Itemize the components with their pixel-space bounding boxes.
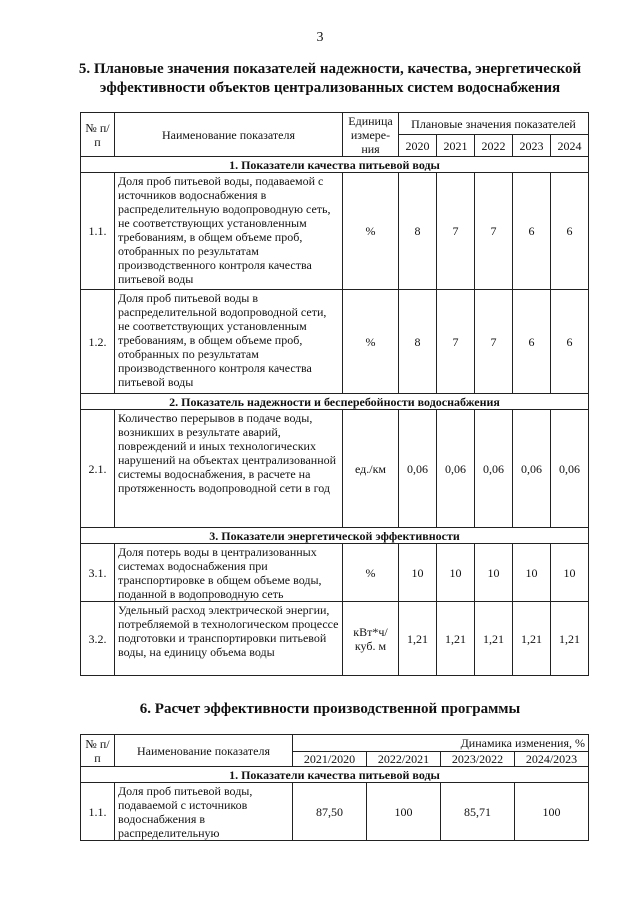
row-unit: кВт*ч/ куб. м xyxy=(343,602,399,676)
row-name: Удельный расход электрической энергии, потребляемой в технологическом процессе подготовки и транспортировки питьевой воды, на единицу объема воды xyxy=(115,602,343,676)
row-value: 1,21 xyxy=(551,602,589,676)
row-value: 8 xyxy=(399,173,437,290)
header-year: 2023 xyxy=(513,135,551,157)
row-num: 1.1. xyxy=(81,783,115,841)
header-year: 2022 xyxy=(475,135,513,157)
group-title: 1. Показатели качества питьевой воды xyxy=(81,767,589,783)
efficiency-table xyxy=(80,734,589,841)
row-value: 100 xyxy=(367,783,441,841)
header-period: 2022/2021 xyxy=(367,752,441,767)
row-value: 87,50 xyxy=(293,783,367,841)
table-row xyxy=(81,602,589,676)
table-row xyxy=(81,410,589,528)
header-year: 2020 xyxy=(399,135,437,157)
header-unit: Единица измере-ния xyxy=(343,113,399,157)
header-name: Наименование показателя xyxy=(115,113,343,157)
section6-title: 6. Расчет эффективности производственной программы xyxy=(139,701,521,717)
row-value: 1,21 xyxy=(437,602,475,676)
row-num: 1.1. xyxy=(81,173,115,290)
row-num: 3.2. xyxy=(81,602,115,676)
header-period: 2024/2023 xyxy=(515,752,589,767)
row-value: 0,06 xyxy=(437,410,475,528)
header-year: 2021 xyxy=(437,135,475,157)
row-unit: % xyxy=(343,290,399,394)
row-value: 6 xyxy=(513,173,551,290)
group-title: 1. Показатели качества питьевой воды xyxy=(81,157,589,173)
row-num: 1.2. xyxy=(81,290,115,394)
header-num: № п/п xyxy=(81,735,115,767)
page-number: 3 xyxy=(316,30,324,45)
row-value: 100 xyxy=(515,783,589,841)
row-name: Доля проб питьевой воды в распределительной водопроводной сети, не соответствующих установленным требованиям, в общем объеме проб, отобранных по результатам производственного контроля качества питьевой воды xyxy=(115,290,343,394)
table-row xyxy=(81,173,589,290)
row-value: 1,21 xyxy=(513,602,551,676)
header-num: № п/п xyxy=(81,113,115,157)
row-value: 10 xyxy=(475,544,513,602)
plan-values-table xyxy=(80,112,589,676)
row-value: 0,06 xyxy=(399,410,437,528)
row-num: 2.1. xyxy=(81,410,115,528)
row-value: 1,21 xyxy=(475,602,513,676)
row-num: 3.1. xyxy=(81,544,115,602)
group-title: 3. Показатели энергетической эффективности xyxy=(81,528,589,544)
row-value: 6 xyxy=(551,173,589,290)
row-value: 7 xyxy=(475,173,513,290)
row-value: 10 xyxy=(513,544,551,602)
header-dynamics: Динамика изменения, % xyxy=(293,735,589,752)
table-row xyxy=(81,783,589,841)
row-value: 0,06 xyxy=(551,410,589,528)
header-year: 2024 xyxy=(551,135,589,157)
row-value: 10 xyxy=(551,544,589,602)
row-value: 1,21 xyxy=(399,602,437,676)
header-period: 2021/2020 xyxy=(293,752,367,767)
row-value: 0,06 xyxy=(513,410,551,528)
row-value: 10 xyxy=(399,544,437,602)
row-value: 0,06 xyxy=(475,410,513,528)
row-name: Доля проб питьевой воды, подаваемой с источников водоснабжения в распределительную xyxy=(115,783,293,841)
row-name: Количество перерывов в подаче воды, возникших в результате аварий, повреждений и иных технологических нарушений на объектах централизованной системы водоснабжения, в расчете на протяженность водопроводной сети в год xyxy=(115,410,343,528)
section5-title: 5. Плановые значения показателей надежности, качества, энергетической эффективности объектов централизованных систем водоснабжения xyxy=(78,61,582,96)
row-value: 10 xyxy=(437,544,475,602)
header-period: 2023/2022 xyxy=(441,752,515,767)
row-name: Доля проб питьевой воды, подаваемой с источников водоснабжения в распределительную водопроводную сеть, не соответствующих установленным требованиям, в общем объеме проб, отобранных по результатам производственного контроля качества питьевой воды xyxy=(115,173,343,290)
group-title: 2. Показатель надежности и бесперебойности водоснабжения xyxy=(81,394,589,410)
row-unit: % xyxy=(343,544,399,602)
row-value: 7 xyxy=(437,173,475,290)
table-row xyxy=(81,290,589,394)
row-value: 6 xyxy=(513,290,551,394)
header-name: Наименование показателя xyxy=(115,735,293,767)
row-unit: ед./км xyxy=(343,410,399,528)
table-row xyxy=(81,544,589,602)
header-plan: Плановые значения показателей xyxy=(399,113,589,135)
row-unit: % xyxy=(343,173,399,290)
row-value: 8 xyxy=(399,290,437,394)
row-value: 6 xyxy=(551,290,589,394)
row-name: Доля потерь воды в централизованных системах водоснабжения при транспортировке в общем объеме воды, поданной в водопроводную сеть xyxy=(115,544,343,602)
row-value: 7 xyxy=(475,290,513,394)
row-value: 85,71 xyxy=(441,783,515,841)
row-value: 7 xyxy=(437,290,475,394)
